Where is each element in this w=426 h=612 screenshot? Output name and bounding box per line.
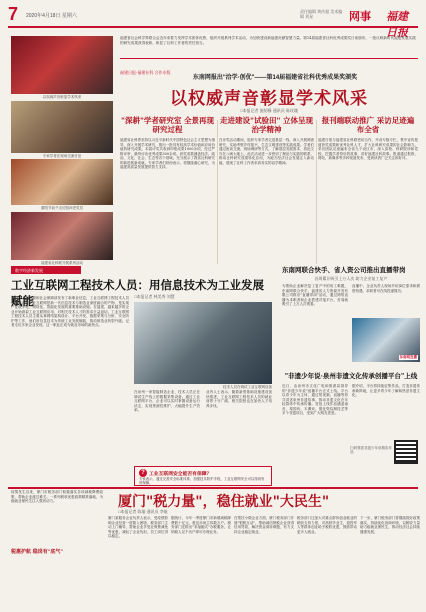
story2-byline: □本报记者 林美秀 刘慧 bbox=[134, 294, 175, 299]
column-heading: 报刊端联动推广 采访足迹遍布全省 bbox=[321, 116, 415, 134]
story4-text: 近日，由泉州市文化广电和旅游局指导的"非遗少年说"创播平台正式上线。平台以青少年为主体，通过短视频、直播等形式讲述泉州非遗故事，推动非遗文化在年轻群体中传承传播。首批上线作品涵盖南音、梨园戏、木偶戏、德化瓷烧制技艺等多个非遗项目，受到广大网友喜爱。 bbox=[282, 384, 348, 415]
feature-title: 以权威声音彰显学术风采 bbox=[170, 89, 368, 109]
feature-photo-3 bbox=[11, 159, 113, 210]
section-divider bbox=[8, 487, 418, 489]
column-text: 在评奖活动期间，组织专家学者走进基层一线，深入开展调查研究，实地考察乡村振兴、生态文明建设等实践成果。学者们通过座谈交流、现场调研等方式，了解基层发展需求，将论文写在八闽大地上。此次活动进一步密切了理论与实践的联系，推动社科研究成果转化应用，为地方经济社会发展注入新动能，展现了社科工作者求真务实的治学精神。 bbox=[219, 138, 314, 165]
feature-tagline: 福建日报·福建社科 合作专版 bbox=[120, 70, 171, 75]
photo-caption: 专家学者在现场交流讨论 bbox=[42, 154, 82, 158]
feature-subtitle: 东南网报出"洽学·创优"——第14届福建省社科优秀成果奖颁奖 bbox=[192, 75, 358, 81]
story5-byline: □本报记者 陈瑜 通讯员 李航 bbox=[118, 509, 168, 514]
question-answer: 专家表示，通过完善安全标准体系、加强技术防护手段，工业互联网安全可以得到有效保障。 bbox=[139, 477, 265, 486]
story2-text: 在泉州一家智能制造企业，技术人员正在调试生产线上的数据采集设备。通过工业互联网平台，企业可以实时掌握设备运行状态，实现预测性维护，大幅提升生产效率。 bbox=[134, 390, 200, 412]
feature-byline: □本报记者 施韧静 通讯员 陈玫瑰 bbox=[240, 108, 298, 113]
story3-photo bbox=[352, 318, 420, 362]
question-icon: ? bbox=[139, 469, 147, 477]
feature-lead: 福建省社会科学界联合会近年来着力发挥学术团体优势，组织开展系列学术活动，为加快建设新福建贡献智慧力量。第14届福建省社科优秀成果奖日前颁布，一批反映新时代福建发展实践的研究成果获得表彰，彰显了社科工作者的责任担当。 bbox=[120, 36, 416, 45]
page-number: 7 bbox=[8, 4, 19, 24]
column-heading: 走进建设"试验田" 立体呈现治学精神 bbox=[220, 116, 313, 134]
feature-photo-4 bbox=[11, 212, 113, 265]
newspaper-logo: 福建日报 bbox=[386, 10, 408, 39]
story4-title: "非遗少年说·泉州非遗文化传承创播平台"上线 bbox=[284, 372, 418, 380]
story3-text: 为帮助企业解决复工复产中的用工难题，东南网联合快手、福建省人力资源开发有限公司推出"直播带岗"活动，通过网络直播为求职者和企业搭建对接平台，首周就吸引了上万人次观看。 bbox=[282, 284, 348, 306]
feature-column-2 bbox=[219, 116, 314, 266]
story3-subtitle: 首周累计吸引上万人次 助力企业复工复产 bbox=[314, 276, 388, 281]
feature-column-1 bbox=[120, 116, 215, 266]
section-name: 网事 bbox=[349, 11, 371, 23]
column-divider bbox=[316, 120, 317, 264]
photo-logo: 东南网直播 bbox=[399, 355, 417, 359]
story2-text: 近日，人力资源和社会保障部发布了新职业信息，工业互联网工程技术人员位列其中。工业互联网是新一代信息技术与制造业深度融合的产物，是实现产业数字化、网络化、智能化发展的重要基础设施。在福建，越来越多的企业开始探索工业互联网应用，对相关技术人才的需求日益迫切。工业互联网工程技术人员主要从事网络架构设计、平台开发、数据采集与分析、安全防护等工作，他们用信息技术为传统工业发展赋能，推动制造业转型升级。记者走访多家企业发现，这一职业正成为就业市场的新热点。 bbox=[11, 296, 129, 327]
column-text: 福建日报与福建省社科联密切合作，开设专版专栏，集中宣传报道获奖成果和优秀社科人才，扩大社科研究成果的社会影响力。采访团队足迹遍布全省九个设区市，深入高校、科研院所和党校，挖掘学者背后的故事，讲好福建社科故事。报道通过报纸、网站、新媒体等多种渠道发布，受到读者广泛关注和好评。 bbox=[318, 138, 418, 160]
column-text: 福建省社科界坚持以习近平新时代中国特色社会主义思想为指导，深入开展学术研究，推出一批具有较高学术价值和应用价值的研究成果。本届评奖共收到申报成果1000余项，经过严格评审，最终评出优秀成果300余项。获奖成果涵盖经济、政治、文化、社会、生态等各个领域，充分展示了我省社科研究的新进展新成就。专家学者们纷纷表示，将继续潜心研究，为福建高质量发展提供智力支持。 bbox=[120, 138, 215, 169]
question-title: 工业互联网安全能否有保障？ bbox=[149, 472, 212, 477]
story5-column: 下一步，厦门税务部门将继续抓好政策落实，持续优化营商环境，以税收力量助力稳就业保民生，推动经济社会持续健康发展。 bbox=[360, 516, 420, 534]
question-box bbox=[134, 466, 272, 486]
feature-column-3 bbox=[318, 116, 418, 266]
story2-photo bbox=[134, 302, 272, 389]
photo-caption: 福建省社科联开展系列活动 bbox=[41, 261, 83, 265]
story5-column: 据统计，今年一季度厦门市新增减税降费数十亿元，惠及市场主体数万户。税务部门还推出"非接触式"办税服务，让纳税人足不出户即可办理业务。 bbox=[171, 516, 231, 534]
story3-title: 东南网联合快手、省人资公司推出直播带岗 bbox=[282, 266, 406, 274]
feature-photo-1 bbox=[11, 36, 113, 99]
feature-tagline-bar bbox=[120, 58, 418, 75]
story2-text: 业内人士表示，随着新型基础设施建设加快推进，工业互联网工程技术人员的就业前景十分广阔，相关院校也在加快人才培养步伐。 bbox=[206, 390, 272, 408]
qr-code-icon[interactable] bbox=[394, 440, 418, 464]
story5-column: 在帮扶小微企业方面，厦门税务部门开展"银税互动"，帮助诚信纳税企业获得信用贷款，解决资金周转难题，有力支持企业稳定就业。 bbox=[234, 516, 294, 534]
issue-date: 2020年4月18日 星期六 bbox=[26, 13, 77, 19]
feature-photo-2 bbox=[11, 101, 113, 158]
story3-text: 直播中，企业负责人现场介绍岗位需求和薪资待遇，求职者可在线投递简历。 bbox=[352, 284, 420, 293]
story2-title: 工业互联网工程技术人员：用信息技术为工业发展赋能 bbox=[11, 278, 264, 308]
column-heading: "深耕"学者研究室 全景再现研究过程 bbox=[121, 116, 214, 134]
story5-column: 厦门某服务企业负责人表示，受疫情影响企业经营一度陷入困境，税务部门主动上门辅导，帮助企业享受社保费减免等优惠，减轻了企业负担，员工岗位得以稳定。 bbox=[108, 516, 168, 538]
story5-intro: 疫情发生以来，厦门市税务部门积极落实各项减税降费政策，帮助企业渡过难关。一系列税收优惠政策精准落地，为稳就业保民生注入强劲动力。 bbox=[11, 490, 103, 503]
story5-title: 厦门"税力量"，稳住就业"大民生" bbox=[118, 494, 330, 510]
story4-text: 据介绍，平台将持续征集作品，打造非遗传承新阵地，让更多青少年了解和热爱非遗文化。 bbox=[352, 384, 420, 397]
photo-caption: 技术人员在调试工业互联网设备 bbox=[223, 385, 272, 389]
page-header bbox=[8, 4, 418, 39]
photo-caption: 重阳节前夕走访慰问老党员 bbox=[41, 206, 83, 210]
editor-info: 责任编辑 黄传超 美术编辑 刘星 bbox=[300, 9, 343, 19]
photo-caption: 以权威声音彰显学术风采 bbox=[42, 95, 82, 99]
story5-subhead: 税惠护航 稳岗有"底气" bbox=[11, 549, 63, 555]
story5-column: 税务部门还加大对重点群体创业就业的税收支持力度，对高校毕业生、退役军人等群体创业给予税收优惠，鼓励带动更多人就业。 bbox=[297, 516, 357, 534]
qr-caption: 扫码观看非遗少年说精彩作品 bbox=[350, 446, 392, 455]
story-tag: 数字经济新发展 bbox=[11, 266, 81, 274]
column-divider bbox=[217, 120, 218, 264]
